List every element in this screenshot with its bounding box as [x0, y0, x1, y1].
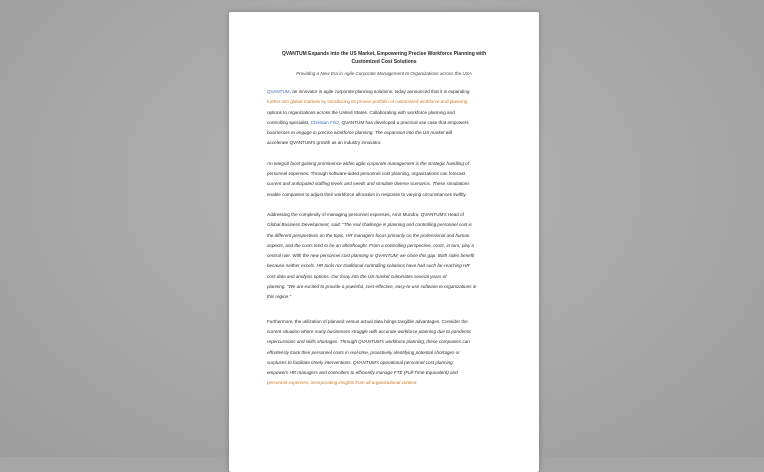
paragraph-text: , an innovator in agile corporate planning solutions, today announced that it is expanding [289, 89, 470, 94]
paragraph-text: , QVANTUM has developed a practical use case that empowers [339, 119, 469, 125]
paragraph-text: planning. "We are excited to provide a powerful, cost-effective, easy-to-use software to organizations in [267, 284, 477, 290]
document-page [229, 12, 539, 472]
paragraph-text: Furthermore, the utilization of planned versus actual data brings tangible advantages. Consider the [267, 318, 468, 324]
paragraph-text: accelerate QVANTUM's growth as an industry innovator. [267, 140, 382, 146]
paragraph-text: the different perspectives on the topic. HR managers focus primarily on the professional and human [267, 232, 470, 238]
paragraph-text: current and anticipated staffing levels and needs and simulate diverse scenarios. These simulations [267, 181, 470, 187]
paragraph-text: empowers HR managers and controllers to efficiently manage FTE (Full-Time Equivalent) and [267, 370, 458, 376]
paragraph-text: An integral facet gaining prominence within agile corporate management is the strategic handling of [267, 160, 469, 166]
paragraph-quote [267, 210, 501, 303]
paragraph-text: Global Business Development, said: "The real challenge in planning and controlling personnel cost is [267, 222, 472, 228]
document-title: QVANTUM Expands into the US Market, Empowering Precise Workforce Planning with Customized Cost Solutions [281, 51, 487, 65]
paragraph-text: central role. With the new personnel cost planning in QVANTUM, we close this gap. Both sides benefit [267, 253, 475, 259]
paragraph-text: options to organizations across the United States. Collaborating with workforce planning and [267, 109, 455, 115]
paragraph-text: because neither excels. HR tools nor traditional controlling solutions have had such far-reaching HR [267, 263, 470, 269]
document-content [267, 50, 501, 399]
paragraph-text: this region." [267, 294, 292, 300]
paragraph-text: Addressing the complexity of managing personnel expenses, Amir Mundra, QVANTUM's Head of [267, 211, 464, 217]
paragraph-text: personnel expenses. Through software-aided personnel cost planning, organizations can forecast [267, 171, 466, 177]
paragraph-text: controlling specialist, [267, 119, 311, 125]
paragraph-intro [267, 87, 501, 149]
paragraph-text: current situation where many businesses struggle with accurate workforce planning due to pandemic [267, 328, 472, 334]
paragraph-text: enable companies to adjust their workforce allocation in response to varying circumstances swiftly. [267, 191, 467, 197]
paragraph-text: businesses to engage in precise workforce planning. The expansion into the US market will [267, 130, 453, 136]
company-link[interactable]: QVANTUM [267, 89, 290, 94]
paragraph-text: further into global markets by introducing its proven portfolio of customized workforce and planning [267, 99, 468, 105]
paragraph-planned-vs-actual [267, 317, 501, 389]
paragraph-text: aspects, and the costs tend to be an afterthought. From a controlling perspective, costs, in turn, play a [267, 242, 475, 248]
document-subtitle: Providing a New Era in Agile Corporate Management to Organizations across the USA [296, 71, 472, 76]
paragraph-text: personnel expenses, incorporating insights from all organizational context. [267, 380, 418, 386]
paragraph-cost-handling [267, 159, 501, 200]
paragraph-text: repercussions and skills shortages. Through QVANTUM's workforce planning, these companies can [267, 339, 470, 345]
paragraph-text: effortlessly track their personnel costs in real-time, proactively identifying potential shortages or [267, 349, 460, 355]
paragraph-text: cost data and analysis options. Our foray into the US market culminates several years of [267, 273, 447, 279]
paragraph-text: surpluses to facilitate timely interventions. QVANTUM's operational personnel cost planning [267, 359, 453, 365]
partner-link[interactable]: Christian Fritz [310, 119, 340, 125]
